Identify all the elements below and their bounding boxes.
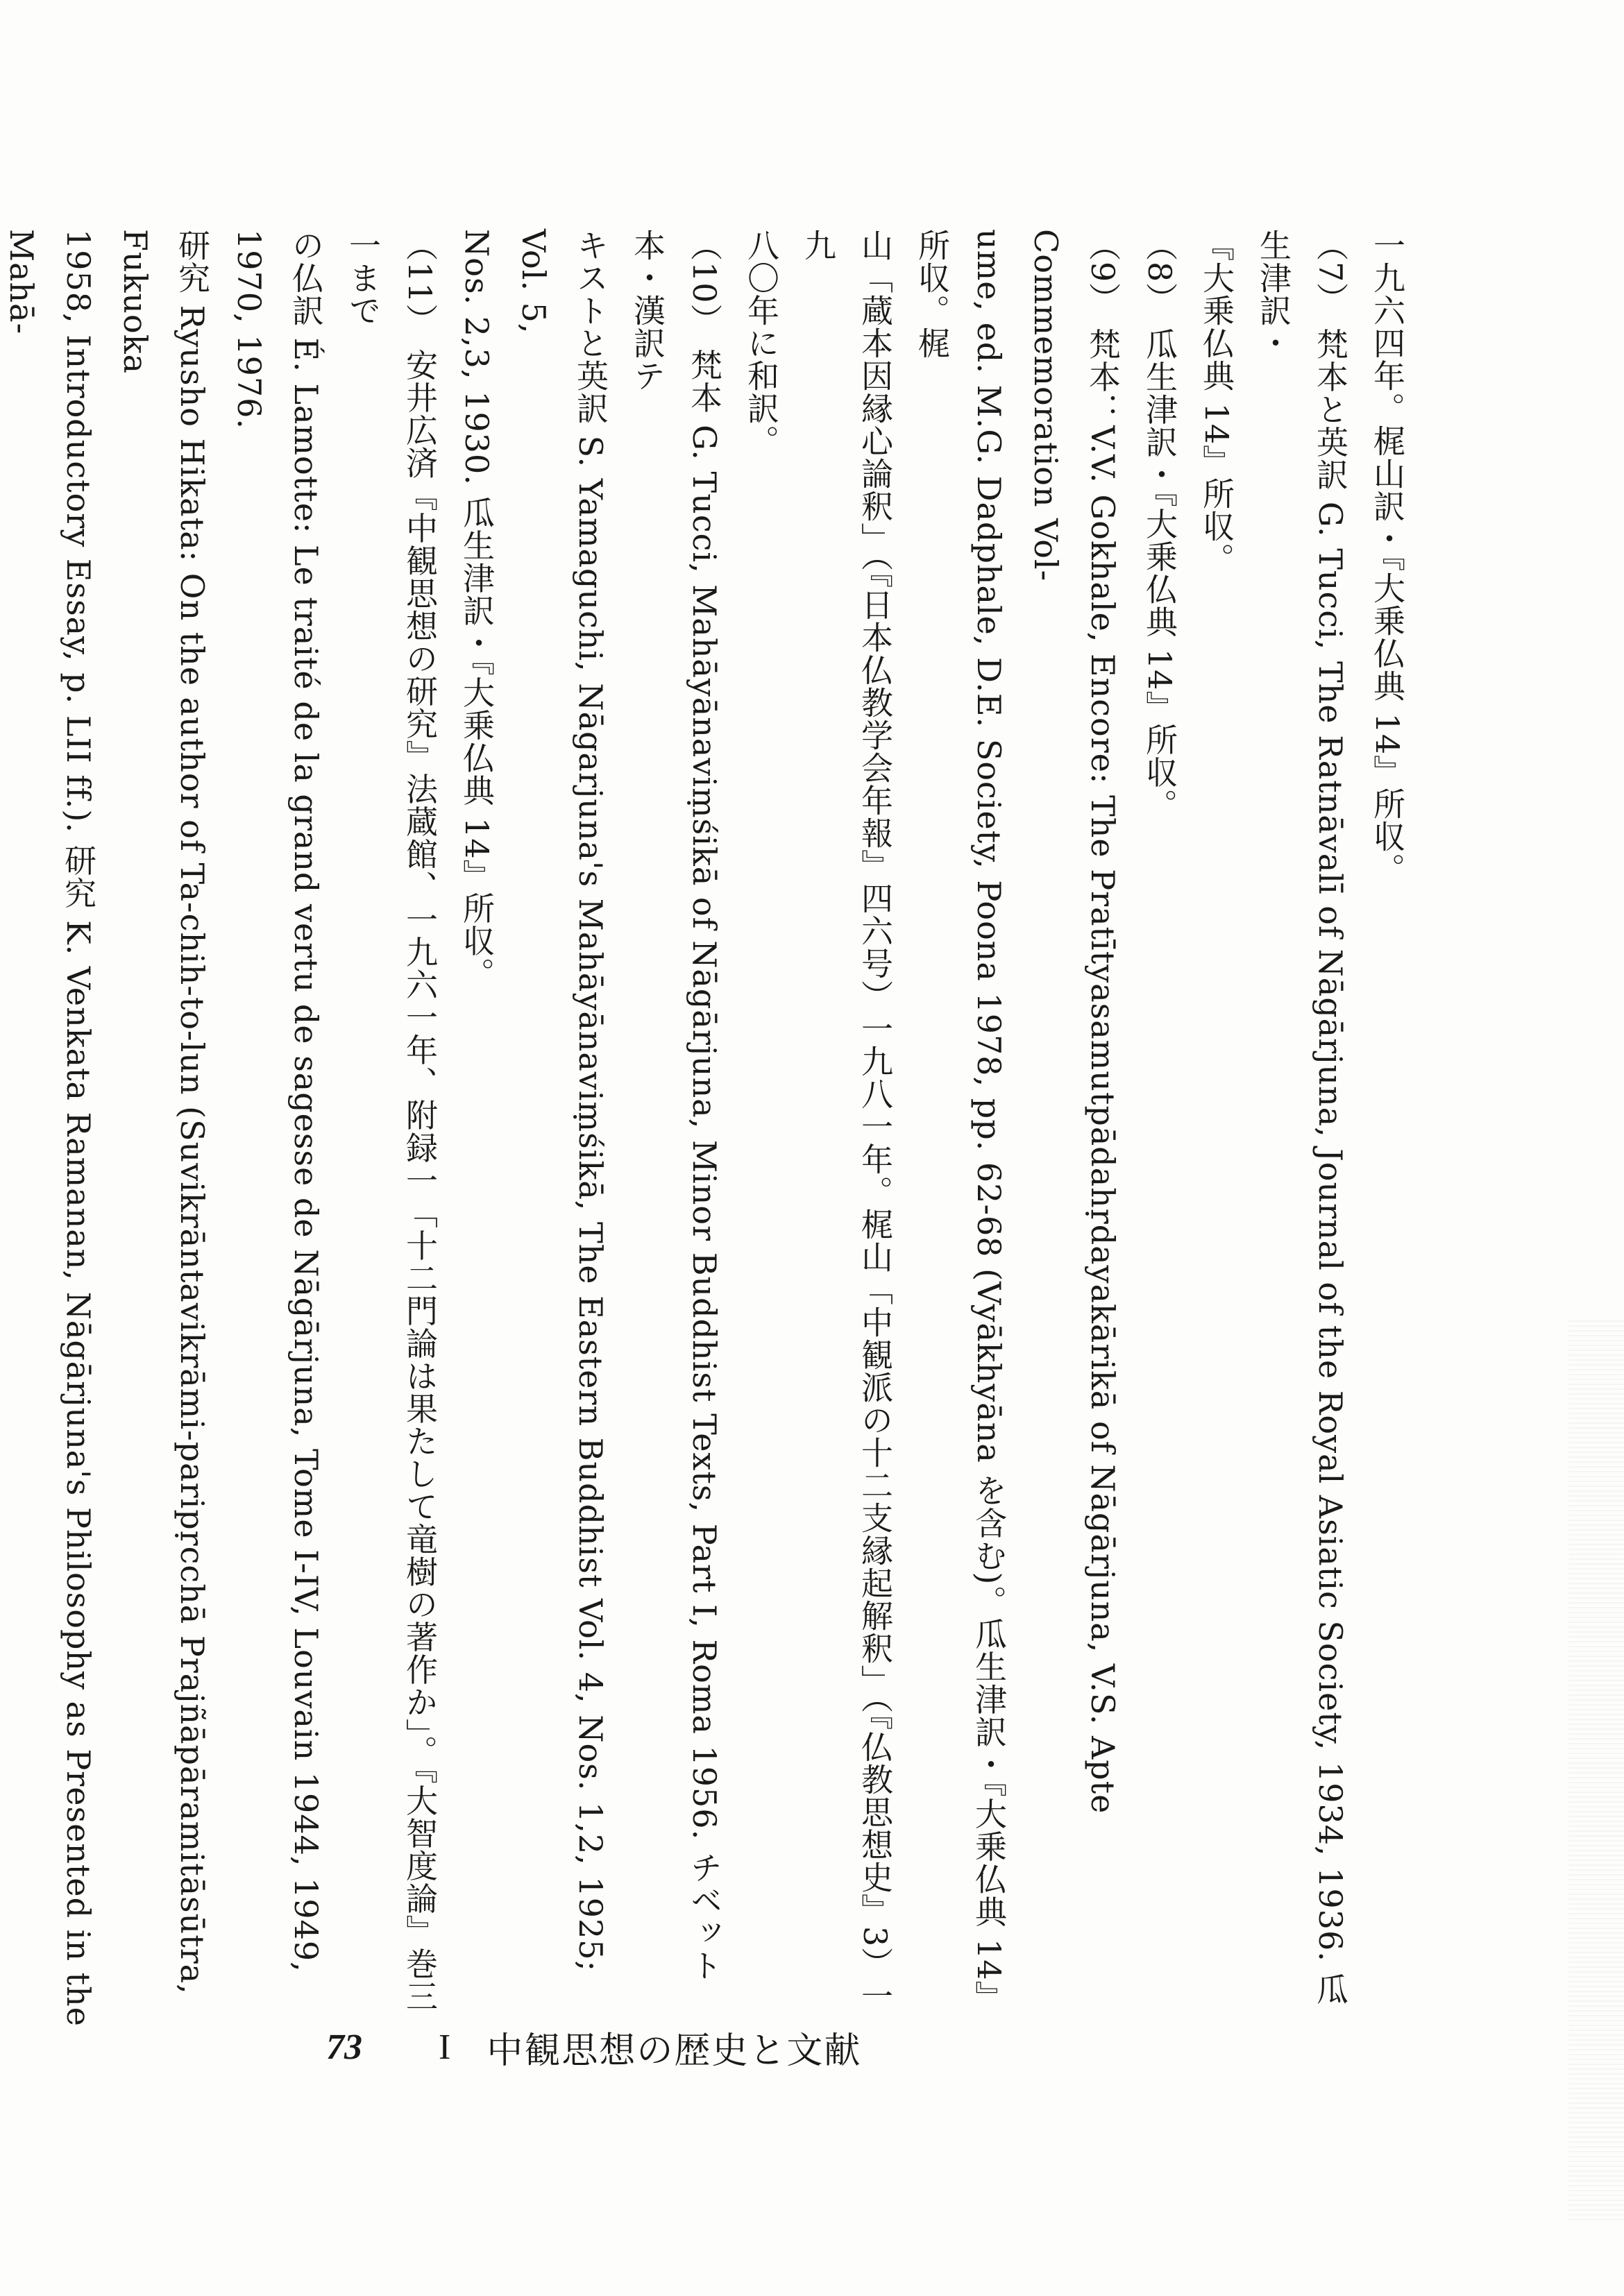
footnote-text: 梵本：V.V. Gokhale, Encore: The Pratītyasamutpādahṛdayakārikā of Nāgārjuna, V.S. Apte Commemoration Vol- (1027, 229, 1122, 1814)
footnote-text: Nos. 2,3, 1930. 瓜生津訳・『大乗仏典 14』所収。 (458, 229, 496, 990)
footnote-text: 瓜生津訳・『大乗仏典 14』所収。 (1141, 328, 1178, 822)
footnote-line (790, 229, 904, 2033)
footnote-line (619, 229, 733, 2033)
footnote-line (1245, 229, 1359, 2033)
footnote-text: ume, ed. M.G. Dadphale, D.E. Society, Poona 1978, pp. 62-68 (Vyākhyāna を含む)。瓜生津訳・『大乗仏典 14』所収。梶 (913, 229, 1008, 2014)
footnote-line (1017, 229, 1131, 2033)
footnote-line (335, 229, 448, 2033)
footnote-text: 研究 Ryusho Hikata: On the author of Ta-chih-to-lun (Suvikrāntavikrāmi-paripṛcchā Prajñāpāramitāsūtra, Fukuoka (117, 229, 211, 1995)
footnote-line (733, 229, 790, 2033)
footnote-line (448, 229, 505, 2033)
footnote-line (107, 229, 221, 2033)
footnote-number: （11） (401, 229, 439, 337)
footnote-line (1188, 229, 1245, 2033)
footnote-text: 梵本 G. Tucci, Mahāyānaviṃśikā of Nāgārjuna, Minor Buddhist Texts, Part I, Roma 1956. チベット本・漢訳テ (629, 229, 723, 1982)
footnote-line (505, 229, 619, 2033)
footnote-line (904, 229, 1017, 2033)
footnote-text: キストと英訳 S. Yamaguchi, Nāgarjuna's Mahāyānaviṃśikā, The Eastern Buddhist Vol. 4, Nos. 1,2, 1925; Vol. 5, (515, 229, 609, 1972)
footnote-number: （8） (1141, 229, 1178, 316)
footnote-text: 『大乗仏典 14』所収。 (1198, 229, 1235, 576)
footnote-text: 梵本と英訳 G. Tucci, The Ratnāvalī of Nāgārjuna, Journal of the Royal Asiatic Society, 1934, 1936. 瓜生津訳・ (1255, 229, 1349, 2006)
footnotes-column (0, 229, 1416, 2033)
footnote-text: 1958, Introductory Essay, p. LII ff.). 研究 K. Venkata Ramanan, Nāgārjuna's Philosophy as Presented in the Mahā- (3, 229, 97, 2027)
part-number: I (439, 2027, 451, 2067)
footnote-number: （9） (1084, 229, 1122, 316)
footnote-line (221, 229, 335, 2033)
footnote-text: 一九六四年。梶山訳・『大乗仏典 14』所収。 (1369, 229, 1406, 886)
page-number: 73 (326, 2027, 362, 2067)
scan-edge-noise (1568, 1318, 1624, 2220)
footnote-text: の仏訳 É. Lamotte: Le traité de la grand vertu de sagesse de Nāgārjuna, Tome I-IV, Louvain 1944, 1949, 1970, 1976. (230, 229, 325, 1973)
footnote-number: （10） (686, 229, 723, 337)
page-footer (326, 2026, 862, 2072)
footnote-number: （7） (1312, 229, 1349, 316)
footnote-text: 八〇年に和訳。 (743, 229, 780, 457)
footnote-text: 安井広済『中観思想の研究』法蔵館、一九六一年、附録一「十二門論は果たして竜樹の著作か」。『大智度論』巻三一まで (344, 229, 439, 2013)
footnote-text: 山「蔵本因縁心論釈」（『日本仏教学会年報』四六号）一九八一年。梶山「中観派の十二支縁起解釈」（『仏教思想史』3）一九 (800, 229, 894, 2013)
running-title: 中観思想の歴史と文献 (487, 2030, 862, 2072)
footnote-line (1131, 229, 1188, 2033)
footnote-line (0, 229, 107, 2033)
footnote-line (1359, 229, 1416, 2033)
